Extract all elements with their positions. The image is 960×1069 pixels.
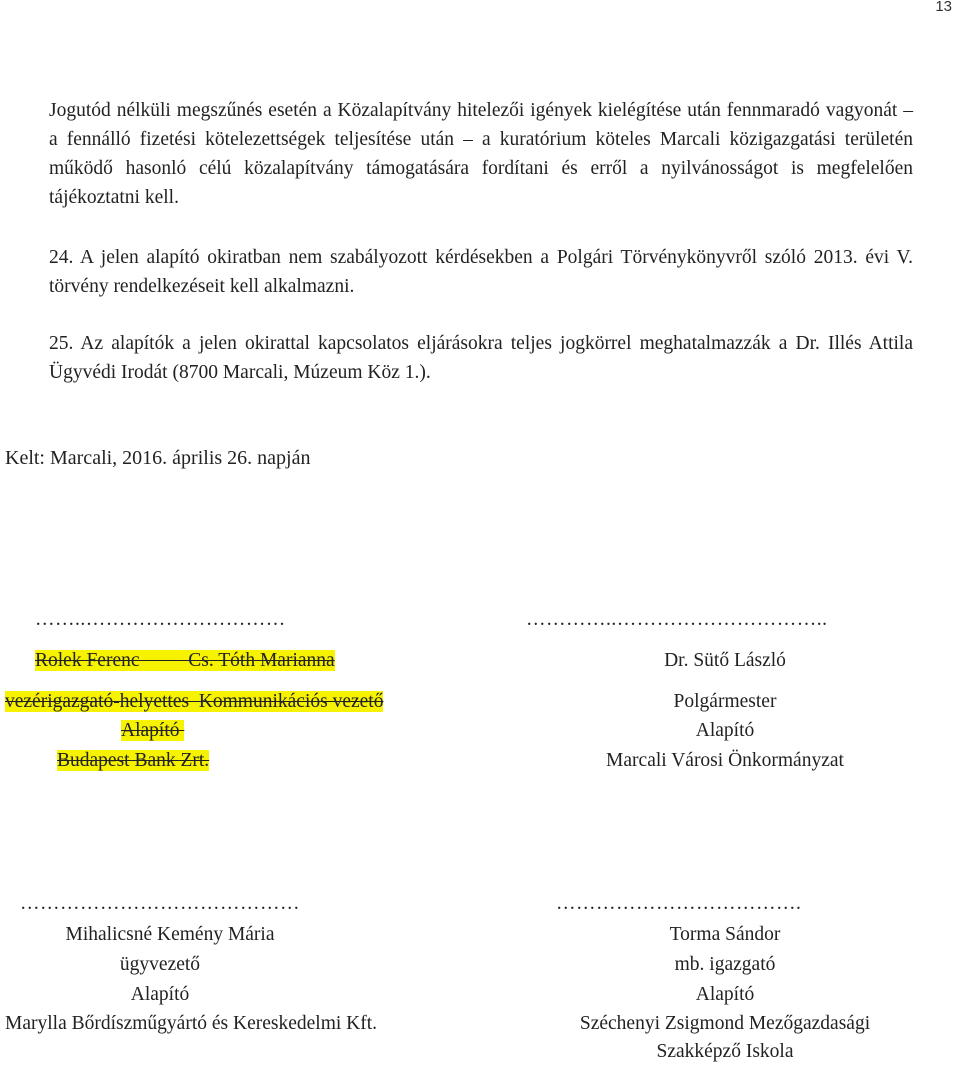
signer-names-1	[35, 650, 335, 672]
signer-names-1-text: Rolek Ferenc Cs. Tóth Marianna	[35, 650, 335, 671]
signer-title-1-text: vezérigazgató-helyettes Kommunikációs vezető	[5, 691, 384, 712]
signature-dots-1: ……..…………………………	[35, 609, 286, 630]
signer-title-4: mb. igazgató	[674, 954, 776, 975]
signer-org-3: Marylla Bőrdíszműgyártó és Kereskedelmi Kft.	[5, 1013, 378, 1034]
signer-title-2: Polgármester	[673, 691, 777, 712]
signer-name-2: Dr. Sütő László	[664, 650, 786, 671]
signer-org-4: Széchenyi Zsigmond Mezőgazdasági	[579, 1013, 871, 1034]
signer-name-3: Mihalicsné Kemény Mária	[65, 924, 275, 945]
signer-title-3: ügyvezető	[119, 954, 201, 975]
signer-org-4-line2: Szakképző Iskola	[656, 1041, 794, 1062]
signer-role-1-text: Alapító	[121, 720, 185, 741]
paragraph-jogutod: Jogutód nélküli megszűnés esetén a Közalapítvány hitelezői igények kielégítése után fennmaradó vagyonát – a fennálló fizetési kötelezettségek teljesítése után – a kuratórium köteles Marcali közigazgatási területén működő hasonló célú közalapítvány támogatására fordítani és erről a nyilvánosságot is megfelelően tájékoztatni kell.	[49, 100, 913, 208]
signer-role-2: Alapító	[695, 720, 755, 741]
signer-org-1-text: Budapest Bank Zrt.	[57, 750, 210, 771]
signature-dots-3: ……………………………………	[20, 893, 300, 914]
paragraph-25: 25. Az alapítók a jelen okirattal kapcsolatos eljárásokra teljes jogkörrel meghatalmazzák a Dr. Illés Attila Ügyvédi Irodát (8700 Marcali, Múzeum Köz 1.).	[49, 333, 913, 383]
signer-org-1	[57, 750, 209, 772]
signer-name-4: Torma Sándor	[669, 924, 781, 945]
signer-org-2: Marcali Városi Önkormányzat	[606, 750, 844, 771]
page-number: 13	[935, 0, 952, 15]
date-line: Kelt: Marcali, 2016. április 26. napján	[5, 447, 311, 469]
signature-dots-2: …………..…………………………..	[526, 609, 828, 630]
signature-dots-4: ……………………………….	[556, 893, 802, 914]
signer-role-1	[121, 720, 184, 742]
paragraph-24: 24. A jelen alapító okiratban nem szabályozott kérdésekben a Polgári Törvénykönyvről szóló 2013. évi V. törvény rendelkezéseit kell alkalmazni.	[49, 247, 913, 297]
signer-role-4: Alapító	[695, 984, 755, 1005]
signer-title-1	[5, 691, 383, 713]
signer-role-3: Alapító	[130, 984, 190, 1005]
